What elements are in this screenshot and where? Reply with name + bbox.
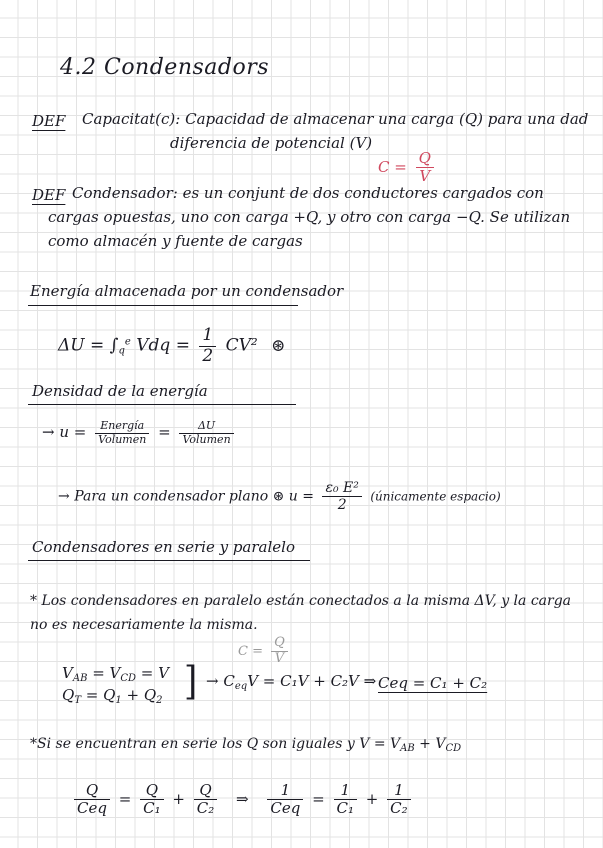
series-fraction <box>334 782 358 818</box>
integral-upper: e <box>124 336 131 348</box>
integral-lower: q <box>118 345 125 357</box>
fraction-numerator: Energía <box>95 420 149 434</box>
fraction-denominator: V <box>274 650 285 666</box>
series-fraction <box>74 782 110 818</box>
def1-line2: diferencia de potencial (V) <box>170 134 373 152</box>
fraction-denominator: Ceq <box>77 799 107 818</box>
eq-text: + V <box>414 736 446 752</box>
density-fraction-1 <box>95 420 149 446</box>
eq-subscript: AB <box>72 673 88 684</box>
fraction-numerator: 1 <box>387 782 411 800</box>
energy-fraction <box>199 326 216 366</box>
fraction-numerator: 1 <box>334 782 358 800</box>
eq-text: + Q <box>121 686 157 704</box>
def1-line1: Capacitat(c): Capacidad de almacenar una carga (Q) para una dad <box>82 110 589 128</box>
fraction-denominator: C₂ <box>196 799 215 818</box>
eq-text: Q <box>62 686 75 704</box>
eq-text: = V <box>87 664 121 682</box>
eq-subscript: CD <box>445 743 462 754</box>
fraction-numerator: ε₀ E² <box>322 480 361 497</box>
parallel-final: Ceq = C₁ + C₂ <box>378 674 488 692</box>
series-formula <box>70 782 415 818</box>
def-tag: DEF <box>32 186 66 204</box>
density-formula <box>42 420 238 446</box>
fraction-denominator: Volumen <box>98 432 147 446</box>
series-heading: Condensadores en serie y paralelo <box>32 538 295 556</box>
energy-integrand: Vdq = <box>136 335 190 356</box>
equals-sign: = <box>158 423 171 442</box>
energy-lhs: ΔU = ∫ <box>58 335 119 356</box>
eq-subscript: eq <box>234 681 248 692</box>
eq-subscript: T <box>74 695 81 706</box>
fraction-numerator: 1 <box>199 326 216 347</box>
fraction-denominator: 2 <box>337 497 347 514</box>
parallel-line1: * Los condensadores en paralelo están conectados a la misma ΔV, y la carga <box>30 593 572 609</box>
energy-rest: CV² <box>225 335 258 356</box>
eq-subscript: 1 <box>115 695 122 706</box>
flat-capacitor-line <box>58 480 501 513</box>
eq-text: = <box>118 789 132 808</box>
parallel-line2: no es necesariamente la misma. <box>30 617 258 633</box>
density-heading: Densidad de la energía <box>32 382 208 400</box>
eq-text: = <box>312 789 325 808</box>
heading-underline <box>28 404 296 405</box>
marker-icon: ⊛ <box>271 335 286 356</box>
bullet-arrow-icon: → <box>58 488 70 505</box>
bullet-arrow-icon: → <box>42 423 55 442</box>
heading-underline <box>28 560 310 561</box>
series-fraction <box>387 782 411 818</box>
eq-subscript: CD <box>120 673 137 684</box>
series-fraction <box>140 782 164 818</box>
fraction-denominator: C₁ <box>143 799 161 818</box>
eq-text: → C <box>206 672 235 690</box>
eq-subscript: 2 <box>156 695 163 706</box>
density-fraction-2 <box>179 420 233 446</box>
capacitance-fraction <box>416 150 434 186</box>
fraction-numerator: Q <box>194 782 218 800</box>
capacitance-formula <box>378 150 438 186</box>
series-fraction <box>267 782 303 818</box>
fraction-numerator: Q <box>74 782 110 800</box>
series-text <box>30 736 461 754</box>
parallel-eq-1 <box>62 664 169 684</box>
fraction-denominator: C₂ <box>390 799 408 818</box>
heading-underline <box>28 305 298 306</box>
eq-text: V = C₁V + C₂V ⇒ <box>247 672 377 690</box>
def-tag: DEF <box>32 112 66 130</box>
fraction-numerator: Q <box>271 636 288 652</box>
implies-arrow-icon: ⇒ <box>236 789 249 808</box>
page-title: 4.2 Condensadors <box>60 55 270 80</box>
eq-text: + <box>172 789 185 808</box>
eq-text: = Q <box>80 686 116 704</box>
fraction-denominator: 2 <box>202 345 214 366</box>
hint-lhs: C = <box>238 643 263 659</box>
fraction-denominator: C₁ <box>336 799 354 818</box>
eq-text: = V <box>136 664 169 682</box>
fraction-numerator: Q <box>140 782 164 800</box>
flat-capacitor-tail: (únicamente espacio) <box>370 489 501 504</box>
fraction-numerator: ΔU <box>179 420 233 434</box>
fraction-numerator: 1 <box>267 782 303 800</box>
eq-text: + <box>365 789 379 808</box>
fraction-denominator: Ceq <box>270 799 301 818</box>
eq-subscript: AB <box>400 743 415 754</box>
parallel-result <box>180 659 377 705</box>
energy-formula <box>58 326 285 366</box>
def2-line3: como almacén y fuente de cargas <box>48 232 303 250</box>
fraction-denominator: Volumen <box>182 432 231 446</box>
eq-text: *Si se encuentran en serie los Q son iguales y V = V <box>30 736 401 752</box>
fraction-numerator: Q <box>416 150 434 168</box>
parallel-eq-2 <box>62 686 163 706</box>
def2-line2: cargas opuestas, uno con carga +Q, y otro con carga −Q. Se utilizan <box>48 208 571 226</box>
series-fraction <box>194 782 218 818</box>
capacitance-formula-lhs: C = <box>378 157 407 176</box>
bracket-icon: ] <box>184 659 198 705</box>
energy-heading: Energía almacenada por un condensador <box>30 282 344 300</box>
flat-capacitor-fraction <box>322 480 361 513</box>
def2-line1: Condensador: es un conjunt de dos conductores cargados con <box>72 184 544 202</box>
flat-capacitor-text: Para un condensador plano ⊛ u = <box>74 488 314 505</box>
fraction-denominator: V <box>419 167 431 186</box>
eq-text: V <box>62 664 73 682</box>
density-lhs: u = <box>59 423 87 442</box>
